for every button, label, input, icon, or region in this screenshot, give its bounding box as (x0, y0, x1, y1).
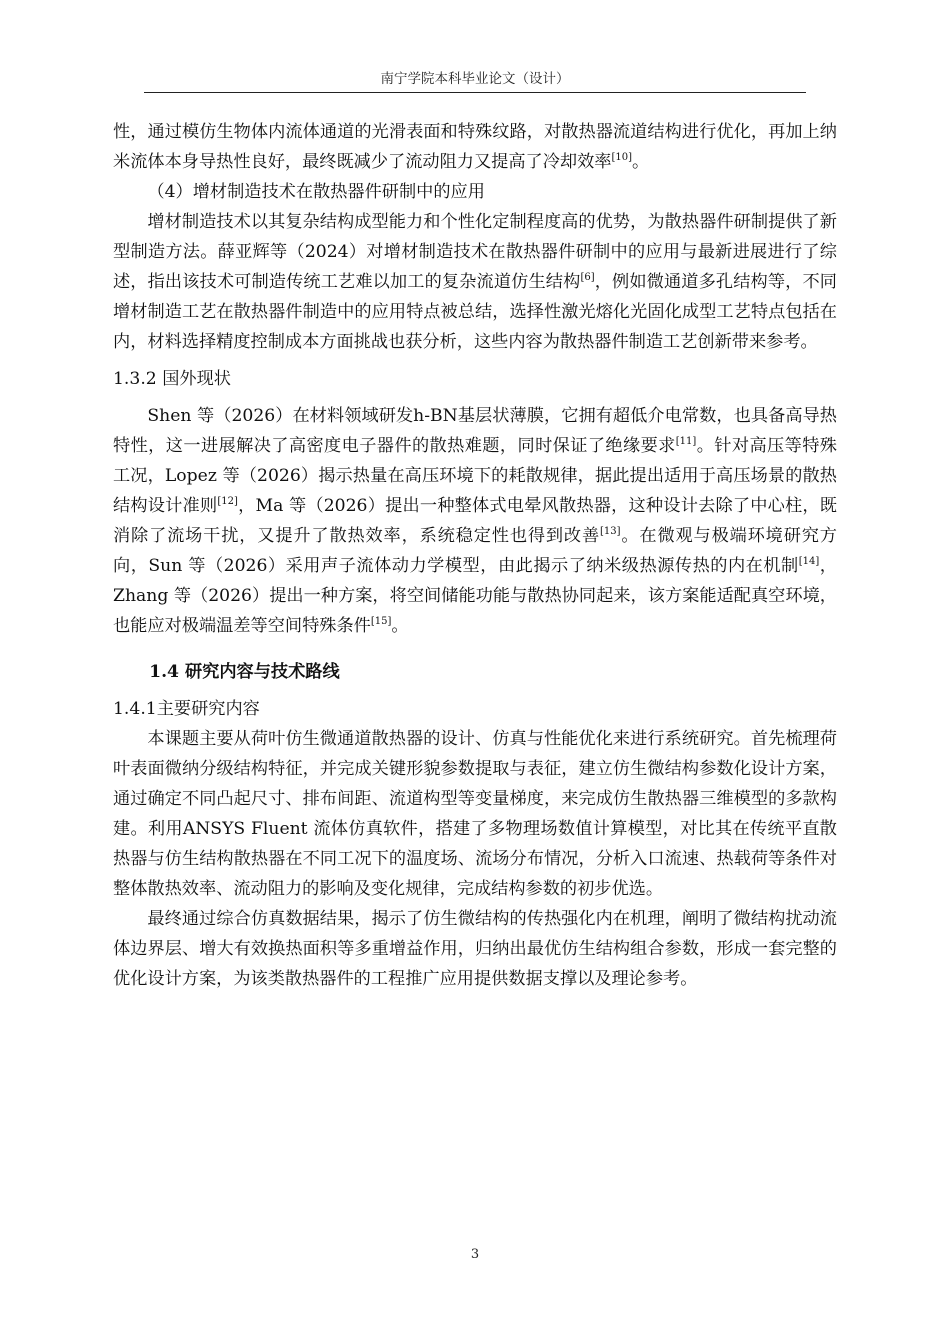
citation-ref: [12] (217, 496, 238, 507)
section-heading-1-4: 1.4 研究内容与技术路线 (149, 662, 340, 682)
paragraph-2 (113, 207, 837, 357)
paragraph-3 (113, 401, 837, 641)
section-heading-1-3-2: 1.3.2 国外现状 (113, 369, 231, 389)
list-item-4: （4）增材制造技术在散热器件研制中的应用 (147, 182, 485, 202)
paragraph-5: 最终通过综合仿真数据结果，揭示了仿生微结构的传热强化内在机理，阐明了微结构扰动流体边界层、增大有效换热面积等多重增益作用，归纳出最优仿生结构组合参数，形成一套完整的优化设计方案，为该类散热器件的工程推广应用提供数据支撑以及理论参考。 (113, 909, 837, 989)
paragraph-text: 性，通过模仿生物体内流体通道的光滑表面和特殊纹路，对散热器流道结构进行优化，再加上纳米流体本身导热性良好，最终既减少了流动阻力又提高了冷却效率 (113, 122, 837, 172)
citation-ref: [6] (580, 272, 595, 283)
page-header: 南宁学院本科毕业论文（设计） (380, 71, 570, 87)
header-rule (144, 92, 806, 93)
paragraph-text: 增材制造技术以其复杂结构成型能力和个性化定制程度高的优势，为散热器件研制提供了新型制造方法。薛亚辉等（2024）对增材制造技术在散热器件研制中的应用与最新进展进行了综述，指出该技术可制造传统工艺难以加工的复杂流道仿生结构 (113, 212, 837, 292)
paragraph-text: 。 (631, 152, 650, 172)
paragraph-text: Shen 等（2026）在材料领域研发h-BN基层状薄膜，它拥有超低介电常数，也具备高导热特性，这一进展解决了高密度电子器件的散热难题，同时保证了绝缘要求 (113, 406, 837, 456)
citation-ref: [15] (370, 616, 392, 627)
paragraph-text: 。 (391, 616, 409, 636)
section-heading-1-4-1: 1.4.1主要研究内容 (113, 699, 260, 719)
citation-ref: [11] (675, 436, 697, 447)
paragraph-text: 。在微观与极端环境研究方向，Sun 等（2026）采用声子流体动力学模型，由此揭示了纳米级热源传热的内在机制 (113, 526, 837, 576)
document-body (113, 117, 837, 994)
paragraph-1 (113, 117, 837, 177)
paragraph-4: 本课题主要从荷叶仿生微通道散热器的设计、仿真与性能优化来进行系统研究。首先梳理荷叶表面微纳分级结构特征，并完成关键形貌参数提取与表征，建立仿生微结构参数化设计方案，通过确定不同凸起尺寸、排布间距、流道构型等变量梯度，来完成仿生散热器三维模型的多款构建。利用ANSYS Fluent 流体仿真软件，搭建了多物理场数值计算模型，对比其在传统平直散热器与仿生结构散热器在不同工况下的温度场、流场分布情况，分析入口流速、热载荷等条件对整体散热效率、流动阻力的影响及变化规律，完成结构参数的初步优选。 (113, 729, 837, 899)
paragraph-text: ， Zhang 等（2026）提出一种方案，将空间储能功能与散热协同起来，该方案能适配真空环境，也能应对极端温差等空间特殊条件 (113, 556, 837, 636)
paragraph-text: ，Ma 等（2026）提出一种整体式电晕风散热器，这种设计去除了中心柱，既消除了流场干扰，又提升了散热效率，系统稳定性也得到改善 (113, 496, 837, 546)
paragraph-text: ，例如微通道多孔结构等，不同增材制造工艺在散热器件制造中的应用特点被总结，选择性激光熔化光固化成型工艺特点包括在内，材料选择精度控制成本方面挑战也获分析，这些内容为散热器件制造工艺创新带来参考。 (113, 272, 837, 352)
citation-ref: [10] (611, 152, 632, 163)
citation-ref: [13] (600, 526, 621, 537)
page-number: 3 (470, 1247, 480, 1262)
citation-ref: [14] (798, 556, 820, 567)
paragraph-text: 。针对高压等特殊工况，Lopez 等（2026）揭示热量在高压环境下的耗散规律，据此提出适用于高压场景的散热结构设计准则 (113, 436, 837, 516)
